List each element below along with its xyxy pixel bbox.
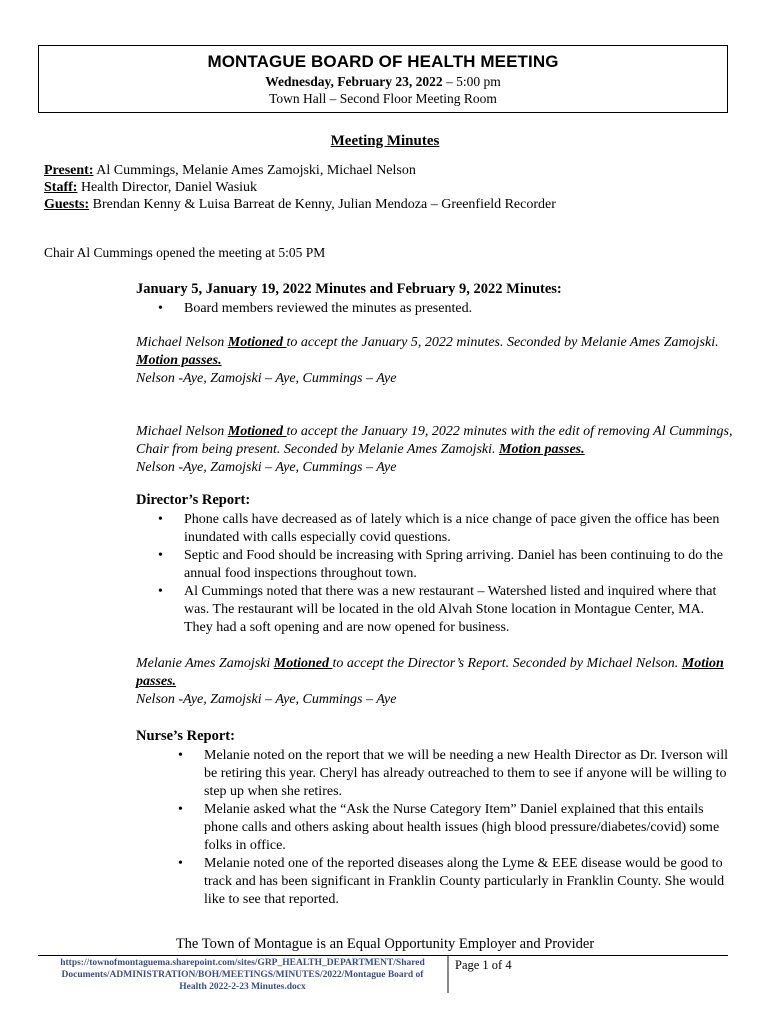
motion-vote: Nelson -Aye, Zamojski – Aye, Cummings – Aye — [136, 460, 397, 475]
directors-report — [136, 491, 736, 637]
list-item: • Al Cummings noted that there was a new restaurant – Watershed listed and inquired where that was. The restaurant will be located in the old Alvah Stone location in Montague Center, MA. They had a soft opening and are now opened for business. — [136, 583, 736, 637]
header-box — [38, 45, 728, 113]
meeting-date-line — [39, 73, 727, 90]
motion-body: to accept the January 5, 2022 minutes. Seconded by Melanie Ames Zamojski. — [286, 335, 719, 350]
motion-result: Motion passes. — [136, 353, 222, 368]
page-number: Page 1 of 4 — [455, 958, 512, 972]
motion-jan19 — [136, 423, 736, 477]
motion-text — [136, 423, 736, 459]
footer-file-path — [40, 957, 445, 993]
guests-line — [44, 196, 556, 213]
staff-label: Staff: — [44, 180, 78, 195]
staff-line — [44, 179, 556, 196]
motion-keyword: Motioned — [227, 424, 287, 439]
meeting-date: Wednesday, February 23, 2022 — [265, 74, 443, 89]
footer-path-line: Health 2022-2-23 Minutes.docx — [179, 982, 306, 992]
nurses-report — [136, 727, 736, 909]
motion-text — [136, 655, 736, 691]
nurses-report-heading: Nurse’s Report: — [136, 728, 235, 744]
directors-report-list — [136, 511, 736, 637]
motion-body: to accept the Director’s Report. Seconded by Michael Nelson. — [332, 656, 682, 671]
meeting-title: MONTAGUE BOARD OF HEALTH MEETING — [207, 52, 559, 71]
minutes-section-heading: January 5, January 19, 2022 Minutes and February 9, 2022 Minutes: — [136, 281, 562, 297]
list-item: • Melanie noted on the report that we will be needing a new Health Director as Dr. Iverson will be retiring this year. Cheryl has already outreached to them to see if anyone will be willing to step up when she retires. — [136, 747, 736, 801]
motion-mover: Michael Nelson — [136, 335, 228, 350]
motion-directors-report — [136, 655, 736, 709]
motion-jan5 — [136, 334, 736, 388]
directors-report-heading: Director’s Report: — [136, 492, 251, 508]
motion-result: Motion passes. — [499, 442, 585, 457]
footer-separator — [447, 956, 449, 993]
guests-value: Brendan Kenny & Luisa Barreat de Kenny, Julian Mendoza – Greenfield Recorder — [89, 197, 556, 212]
motion-vote: Nelson -Aye, Zamojski – Aye, Cummings – Aye — [136, 692, 397, 707]
motion-mover: Michael Nelson — [136, 424, 228, 439]
footer-path-line: Documents/ADMINISTRATION/BOH/MEETINGS/MINUTES/2022/Montague Board of — [61, 970, 424, 980]
present-label: Present: — [44, 163, 94, 178]
nurses-report-list — [136, 747, 736, 909]
guests-label: Guests: — [44, 197, 90, 212]
motion-body: to accept the January 19, 2022 minutes with the edit of removing Al Cummings, Chair from being present. Seconded by Melanie Ames Zamojski. — [136, 424, 733, 457]
meeting-time: – 5:00 pm — [442, 74, 501, 89]
list-item: • Septic and Food should be increasing with Spring arriving. Daniel has been continuing to do the annual food inspections throughout town. — [136, 547, 736, 583]
attendance-block — [44, 162, 556, 213]
motion-text — [136, 334, 736, 370]
minutes-heading: Meeting Minutes — [330, 133, 440, 149]
motion-keyword: Motioned — [227, 335, 287, 350]
list-item: • Phone calls have decreased as of lately which is a nice change of pace given the office has been inundated with calls especially covid questions. — [136, 511, 736, 547]
list-item: • Melanie asked what the “Ask the Nurse Category Item” Daniel explained that this entails phone calls and others asking about health issues (high blood pressure/diabetes/covid) some folks in office. — [136, 801, 736, 855]
present-value: Al Cummings, Melanie Ames Zamojski, Michael Nelson — [93, 163, 416, 178]
motion-mover: Melanie Ames Zamojski — [136, 656, 274, 671]
list-item: • Board members reviewed the minutes as presented. — [136, 300, 736, 318]
footer-path-line: https://townofmontaguema.sharepoint.com/sites/GRP_HEALTH_DEPARTMENT/Shared — [60, 958, 425, 968]
present-line — [44, 162, 556, 179]
motion-result: Motion passes. — [136, 656, 724, 689]
meeting-location: Town Hall – Second Floor Meeting Room — [269, 91, 497, 106]
motion-vote: Nelson -Aye, Zamojski – Aye, Cummings – Aye — [136, 371, 397, 386]
minutes-section — [136, 280, 736, 318]
footer-divider — [38, 955, 728, 956]
minutes-section-list — [136, 300, 736, 318]
footer-provider: The Town of Montague is an Equal Opportunity Employer and Provider — [175, 936, 595, 952]
staff-value: Health Director, Daniel Wasiuk — [77, 180, 258, 195]
opening-statement: Chair Al Cummings opened the meeting at 5:05 PM — [44, 245, 326, 260]
motion-keyword: Motioned — [273, 656, 333, 671]
list-item: • Melanie noted one of the reported diseases along the Lyme & EEE disease would be good to track and has been significant in Franklin County particularly in Franklin County. She would like to see that reported. — [136, 855, 736, 909]
